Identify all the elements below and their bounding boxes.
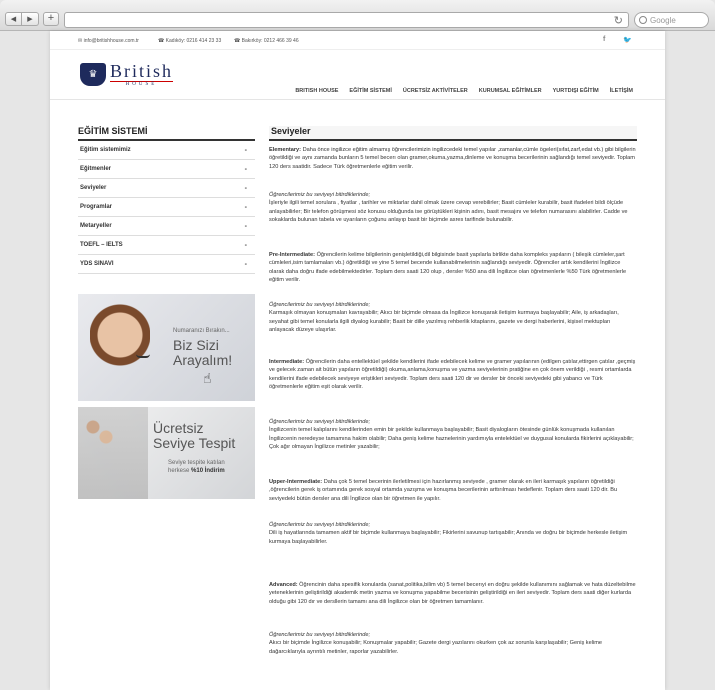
level-test-line2: Seviye Tespit bbox=[153, 435, 236, 451]
callback-line2: Arayalım! bbox=[173, 352, 233, 368]
sidebar bbox=[78, 126, 255, 274]
forward-button[interactable]: ▶ bbox=[22, 12, 39, 26]
offer-line2-pre: herkese bbox=[168, 468, 192, 474]
level-text: Daha önce ingilizce eğitim almamış öğrencilerimizin ingilizcedeki temel yapılar ,zamanlar,cümle ögeleri(sıfat,zarf,edat vb.) gibi bilgilerin öğretildiği ve aynı zamanda bunların 5 temel becerı olan gramer,okuma,yazma,dinleme ve konuşma becerilerinin sağlandığı temel seviyedir. Toplam 120 ders saatidir. Sadece Türk öğretmenlerle eğitim verilir. bbox=[269, 147, 636, 170]
expand-marker: - bbox=[244, 203, 247, 211]
sidebar-item-label: YDS SINAVI bbox=[80, 261, 114, 267]
kadikoy-text: Kadıköy: 0216 414 23 33 bbox=[165, 38, 222, 44]
sidebar-item-programlar[interactable] bbox=[78, 198, 255, 217]
pre-intermediate-paragraph bbox=[269, 251, 637, 285]
url-bar[interactable] bbox=[64, 12, 629, 28]
sidebar-item-label: Eğitim sistemimiz bbox=[80, 147, 131, 153]
logo-main-text: British bbox=[110, 61, 174, 81]
level-label: Advanced: bbox=[269, 582, 298, 588]
expand-marker: - bbox=[244, 222, 247, 230]
outcomes-heading: Öğrencilerimiz bu seviyeyi bitirdiklerinde; bbox=[269, 302, 371, 308]
pointer-hand-icon: ☝ bbox=[203, 370, 212, 386]
advanced-outcomes bbox=[269, 631, 637, 656]
sidebar-item-yds-sinavi[interactable] bbox=[78, 255, 255, 274]
upper-intermediate-outcomes bbox=[269, 521, 637, 546]
offer-discount: %10 İndirim bbox=[191, 468, 225, 474]
headset-icon bbox=[136, 354, 150, 358]
nav-egitim-sistemi[interactable]: EĞİTİM SİSTEMİ bbox=[349, 88, 392, 94]
level-text: Öğrencinin daha spesifik konularda (sanat,politika,bilim vb) 5 temel becerıyi en doğru şekilde kullanımını sağlamak ve hata düzeltebilme yeteneklerinin geliştirildiği akademik metin yazma ve konuşma yapabilme becerisinin geliştirildiği en ileri seviyedir. Toplam ders saati diğer kurlarda olduğu gibi 120 dır ve dersllerin tamamı ana dili İngilizce olan bir öğretmen tamamlanır. bbox=[269, 582, 636, 605]
sidebar-item-seviyeler[interactable] bbox=[78, 179, 255, 198]
expand-marker: - bbox=[244, 260, 247, 268]
kadikoy-phone: ☎ Kadıköy: 0216 414 23 33 bbox=[158, 38, 222, 44]
level-text: Daha çok 5 temel becerinin ilerletilmesi için hazırlanmış seviyede , gramer olarak en ileri karmaşık yapıların öğretildiği ,öğrencilerin gerek iş ortamında gerek sosyal ortamda yazışma ve konuşma becerilerinin arttırılması hedeflenir. Toplam ders saati 120 dir. Bu seviyedeki bütün dersler ana dili İngilizce olan bir öğretmen ile yapılır. bbox=[269, 479, 618, 502]
reload-icon[interactable]: ↻ bbox=[613, 15, 623, 27]
outcomes-text: İşleriyle ilgili temel sorulara , fiyatlar , tarihler ve miktarlar dahil olmak üzere cevap verebilirler; Basit cümleler kurabilir, basit ifadeleri bildi ölçüde anlayabilirler; Bir telefon görüşmesi söz konusu olduğunda ise görüştükleri kişinin adını, basit mesajını ve telefon numarasını alabilirler. Cadde ve sokaklarda bulunan tabela ve uyarıların çoğunu anlayıp basit bir biçimde asres tarifinde bulunabilir. bbox=[269, 200, 628, 224]
offer-line1: Seviye tespite katılan bbox=[168, 460, 225, 466]
main-navigation bbox=[295, 88, 633, 94]
search-placeholder: Google bbox=[650, 15, 676, 25]
logo-text bbox=[110, 62, 173, 87]
intermediate-paragraph bbox=[269, 358, 637, 392]
outcomes-text: İngilizcenin temel kalıplarını kendilerinden emin bir şekilde kullanmaya başlayabilir; Basit diyalogların ötesinde günlük konuşmada kullanılan İngilizcenin neredeyse tamamına hakim olabilir; Daha geniş kelime haznelerinin yardımıyla entelektüel ve duygusal konularda fikirlerini açıklayabilir; Çok ağır olmayan İngilizce metinler yazabilir; bbox=[269, 427, 634, 451]
operator-photo bbox=[90, 300, 150, 400]
elementary-paragraph bbox=[269, 146, 637, 171]
outcomes-text: Akıcı bir biçimde İngilizce konuşabilir; Konuşmalar yapabilir; Gazete dergi yazılarını okurken çok az sorunla karşılaşabilir; Geniş kelime dağarcıklarıyla ayrıntılı metinler, raporlar yazabilirler. bbox=[269, 640, 602, 655]
search-icon bbox=[639, 16, 647, 24]
content-title: Seviyeler bbox=[269, 126, 637, 141]
level-test-offer bbox=[168, 459, 225, 475]
sidebar-item-egitim-sistemimiz[interactable] bbox=[78, 141, 255, 160]
level-label: Elementary: bbox=[269, 147, 302, 153]
contact-bar bbox=[50, 31, 665, 50]
level-text: Öğrencilerin kelime bilgilerinin genişletildiği,dil bilgisinde basit yapılarla birlikte daha kompleks yapıların ( bileşik cümleler,şart cümleleri,isim tamlamaları vb.) öğretildiği ve yine 5 temel becende kullanabilmelerinin sağlandığı seviyedir. Öğrenciler artık kendilerini İngilizce olarak daha doğru ifade edebilmektedirler. Toplam ders saati 120 olup , dersler %50 ana dili İngilizce olan öğretmenlerle %50 Türk öğretmenlerle eğitim verilir. bbox=[269, 252, 627, 284]
email-contact[interactable]: ✉ info@britishhouse.com.tr bbox=[78, 38, 139, 44]
callback-line1: Biz Sizi bbox=[173, 337, 219, 353]
sidebar-item-egitmenler[interactable] bbox=[78, 160, 255, 179]
upper-intermediate-paragraph bbox=[269, 478, 637, 503]
main-content bbox=[269, 126, 637, 655]
expand-marker: - bbox=[244, 146, 247, 154]
new-tab-button[interactable]: + bbox=[43, 12, 59, 26]
sidebar-item-label: Seviyeler bbox=[80, 185, 107, 191]
site-header bbox=[50, 50, 665, 100]
sidebar-title: EĞİTİM SİSTEMİ bbox=[78, 126, 255, 141]
outcomes-heading: Öğrencilerimiz bu seviyeyi bitirdiklerinde; bbox=[269, 419, 371, 425]
level-label: Pre-Intermediate: bbox=[269, 252, 316, 258]
nav-iletisim[interactable]: İLETİŞİM bbox=[609, 88, 633, 94]
nav-buttons bbox=[5, 12, 39, 26]
browser-toolbar bbox=[0, 0, 715, 31]
level-test-title bbox=[153, 421, 235, 451]
intermediate-outcomes bbox=[269, 418, 637, 452]
email-text: info@britishhouse.com.tr bbox=[83, 38, 139, 44]
outcomes-text: Dili iş hayatlarında tamamen aktif bir biçimde kullanmaya başlayabilir; Fikirlerini savunup tartışabilir; Anında ve doğru bir biçimde herkesle iletişim kurmaya başlayabilirler. bbox=[269, 530, 628, 545]
outcomes-text: Karmaşık olmayan konuşmaları kavrayabilir; Akıcı bir biçimde olmasa da İngilizce konuşarak iletişim kurmaya başlayabilir; Aile, iş arkadaşları, seyahat gibi temel konularla ilgili diyalog kurabilir; Basit bir dille yazılmış rehberlik kitaplarını, gazete ve dergi haberlerini, kişisel mektupları anlayacak düzeye ulaşırlar. bbox=[269, 310, 619, 334]
expand-marker: - bbox=[244, 241, 247, 249]
pre-intermediate-outcomes bbox=[269, 301, 637, 335]
outcomes-heading: Öğrencilerimiz bu seviyeyi bitirdiklerinde; bbox=[269, 522, 371, 528]
bakirkoy-text: Bakırköy: 0212 466 39 46 bbox=[241, 38, 299, 44]
callback-big-text bbox=[173, 338, 232, 368]
site-logo[interactable] bbox=[80, 62, 173, 87]
bakirkoy-phone: ☎ Bakırköy: 0212 466 39 46 bbox=[234, 38, 299, 44]
nav-yurtdisi-egitim[interactable]: YURTDIŞI EĞİTİM bbox=[552, 88, 599, 94]
logo-sub-text: HOUSE bbox=[110, 81, 173, 87]
level-test-line1: Ücretsiz bbox=[153, 420, 204, 436]
sidebar-item-label: Eğitmenler bbox=[80, 166, 112, 172]
sidebar-item-metaryeller[interactable] bbox=[78, 217, 255, 236]
twitter-icon[interactable]: 🐦 bbox=[623, 37, 632, 44]
level-label: Upper-Intermediate: bbox=[269, 479, 323, 485]
outcomes-heading: Öğrencilerimiz bu seviyeyi bitirdiklerinde; bbox=[269, 192, 371, 198]
nav-british-house[interactable]: BRITISH HOUSE bbox=[295, 88, 339, 94]
elementary-outcomes bbox=[269, 191, 637, 225]
sidebar-item-label: TOEFL – IELTS bbox=[80, 242, 123, 248]
expand-marker: - bbox=[244, 184, 247, 192]
callback-banner[interactable] bbox=[78, 294, 255, 401]
callback-small-text: Numaranızı Bırakın... bbox=[173, 328, 230, 334]
sidebar-item-toefl-ielts[interactable] bbox=[78, 236, 255, 255]
sidebar-item-label: Programlar bbox=[80, 204, 113, 210]
level-label: Intermediate: bbox=[269, 359, 305, 365]
outcomes-heading: Öğrencilerimiz bu seviyeyi bitirdiklerinde; bbox=[269, 632, 371, 638]
students-photo bbox=[78, 407, 148, 499]
browser-search-box[interactable] bbox=[634, 12, 709, 28]
back-button[interactable]: ◀ bbox=[5, 12, 22, 26]
level-text: Öğrencilerin daha entellektüel şekilde kendilerini ifade edebilecek kelime ve gramer yapılarının (edilgen çatılar,ettirgen çatılar ,geçmiş ve gelecek zaman ait bütün yapıların öğretildiği) okuma,anlama,konuşma ve yazma seviyelerinin pratiğine en çok önem verildiği , resmi ortamlarda kendilerini ifade edebilecek seviyeye eriştikleri seviyedir. Toplam ders saati 120 dir ve dersler bir önceki seviyedeki gibi yabancı ve Türk öğretmenlerle eğitim eşit olarak verilir. bbox=[269, 359, 636, 391]
nav-kurumsal-egitimler[interactable]: KURUMSAL EĞİTİMLER bbox=[478, 88, 542, 94]
web-page bbox=[50, 31, 665, 690]
sidebar-item-label: Metaryeller bbox=[80, 223, 112, 229]
nav-ucretsiz-aktiviteler[interactable]: ÜCRETSİZ AKTİVİTELER bbox=[402, 88, 468, 94]
facebook-icon[interactable]: f bbox=[603, 36, 606, 43]
advanced-paragraph bbox=[269, 581, 637, 606]
crest-icon: ♛ bbox=[80, 63, 106, 86]
level-test-banner[interactable] bbox=[78, 407, 255, 499]
expand-marker: - bbox=[244, 165, 247, 173]
